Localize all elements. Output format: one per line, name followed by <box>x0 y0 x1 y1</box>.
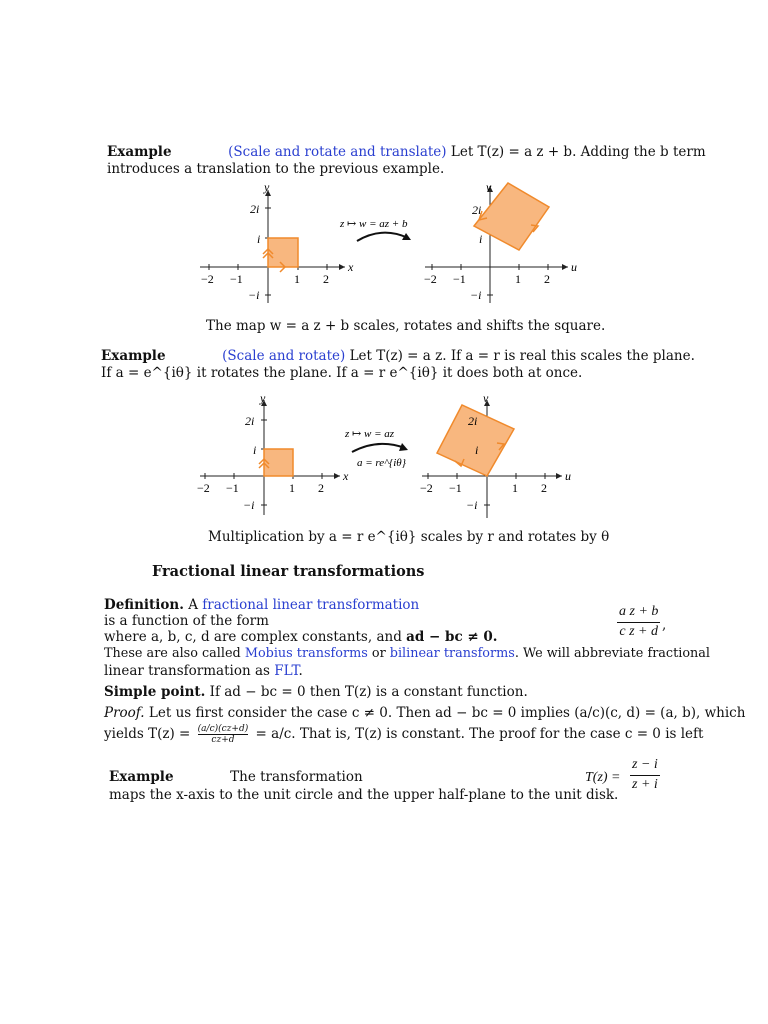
axis-label-x: x <box>348 260 354 274</box>
definition-line2: is a function of the form <box>104 613 269 629</box>
also-post: . We will abbreviate fractional <box>514 646 711 661</box>
right-plot-w <box>424 180 577 303</box>
tick-2-2: 2 <box>318 481 324 495</box>
mobius-lhs: T(z) = <box>585 770 621 785</box>
map-arrow-2 <box>344 428 408 469</box>
example3-text: The transformation <box>230 769 363 785</box>
tick-minus-2-w: −2 <box>424 272 437 286</box>
axis-label-y2: y <box>260 391 266 405</box>
tick-2-w2: 2 <box>541 481 547 495</box>
map-label: z ↦ w = az + b <box>340 218 408 230</box>
axis-label-v2: v <box>483 391 489 405</box>
axis-label-x2: x <box>343 469 349 483</box>
figure2-caption: Multiplication by a = r e^{iθ} scales by r and rotates by θ <box>208 529 610 545</box>
also-called-line1 <box>104 646 710 662</box>
figure-scale-rotate <box>0 390 768 525</box>
definition-constants: where a, b, c, d are complex constants, and <box>104 629 402 645</box>
tick-2i-w2: 2i <box>468 414 478 428</box>
flt-denominator: c z + d <box>619 624 658 639</box>
also-line2-pre: linear transformation as <box>104 663 270 679</box>
mobius-denominator: z + i <box>632 777 658 792</box>
flt-comma: , <box>662 617 667 633</box>
mobius-numerator: z − i <box>632 757 658 772</box>
map-label-2: z ↦ w = az <box>345 428 395 440</box>
definition-label: Definition. <box>104 597 184 613</box>
proof-line1 <box>104 705 745 721</box>
flt-numerator: a z + b <box>619 604 659 619</box>
tick-i-w: i <box>479 232 483 246</box>
example1-line2: introduces a translation to the previous example. <box>107 161 445 177</box>
tick-i: i <box>257 232 261 246</box>
axis-label-u2: u <box>565 469 571 483</box>
example3-heading <box>109 769 363 785</box>
tick-minus-i-2: −i <box>243 498 255 512</box>
tick-minus-2: −2 <box>201 272 214 286</box>
example1-text: Let T(z) = a z + b. Adding the b term <box>450 144 706 160</box>
flt-link[interactable]: fractional linear transformation <box>202 597 420 613</box>
tick-2: 2 <box>323 272 329 286</box>
tick-2i-2: 2i <box>245 414 255 428</box>
example2-line2: If a = e^{iθ} it rotates the plane. If a = r e^{iθ} it does both at once. <box>101 365 583 381</box>
example1-label: Example <box>107 144 172 160</box>
example2-text: Let T(z) = a z. If a = r is real this scales the plane. <box>349 348 695 364</box>
proof-line2 <box>104 724 703 745</box>
tick-i-w2: i <box>475 443 479 457</box>
tick-minus-1: −1 <box>230 272 243 286</box>
mobius-link[interactable]: Mobius transforms <box>244 646 368 661</box>
definition-intro: A <box>188 597 198 613</box>
tick-1-w: 1 <box>515 272 521 286</box>
tick-minus-1-w2: −1 <box>449 481 462 495</box>
tick-2-w: 2 <box>544 272 550 286</box>
axis-label-y: y <box>264 180 270 194</box>
tick-1-2: 1 <box>289 481 295 495</box>
mobius-fraction-bar <box>630 775 660 776</box>
example3-label: Example <box>109 769 174 785</box>
proof-frac-num: (a/c)(cz+d) <box>197 724 249 734</box>
proof-fraction <box>198 724 249 745</box>
proof-text: Let us first consider the case c ≠ 0. Then ad − bc = 0 implies (a/c)(c, d) = (a, b), which <box>148 705 746 721</box>
tick-minus-1-w: −1 <box>453 272 466 286</box>
definition-line1 <box>104 597 419 613</box>
bilinear-link[interactable]: bilinear transforms <box>389 646 515 661</box>
figure1-caption: The map w = a z + b scales, rotates and shifts the square. <box>206 318 606 334</box>
also-pre: These are also called <box>104 646 241 661</box>
tick-1: 1 <box>294 272 300 286</box>
tick-minus-1-2: −1 <box>226 481 239 495</box>
proof-yields: yields T(z) = <box>104 726 191 742</box>
definition-condition: ad − bc ≠ 0. <box>406 629 498 645</box>
also-called-line2 <box>104 663 303 679</box>
simple-point <box>104 684 528 700</box>
tick-2i-w: 2i <box>472 203 482 217</box>
example1-title-link[interactable]: (Scale and rotate and translate) <box>228 144 447 160</box>
tick-2i: 2i <box>250 202 260 216</box>
map-sub-label: a = re^{iθ} <box>357 457 407 469</box>
simple-point-label: Simple point. <box>104 684 206 700</box>
flt-formula <box>617 604 660 640</box>
tick-i-2: i <box>253 443 257 457</box>
proof-frac-den: cz+d <box>198 734 249 745</box>
example2-label: Example <box>101 348 166 364</box>
figure-scale-rotate-translate <box>0 178 768 318</box>
axis-label-u: u <box>571 260 577 274</box>
tick-minus-2-2: −2 <box>197 481 210 495</box>
left-plot-z <box>200 180 354 303</box>
proof-label: Proof. <box>104 705 145 721</box>
also-mid: or <box>371 646 386 661</box>
example2-heading <box>101 348 695 364</box>
also-line2-post: . <box>298 663 303 679</box>
mobius-formula <box>630 757 660 793</box>
tick-1-w2: 1 <box>512 481 518 495</box>
axis-label-v: v <box>486 180 492 194</box>
definition-line3 <box>104 629 498 645</box>
example2-title-link[interactable]: (Scale and rotate) <box>222 348 346 364</box>
tick-minus-i-w: −i <box>470 288 482 302</box>
right-plot-w2 <box>420 391 571 518</box>
section-title: Fractional linear transformations <box>152 563 425 580</box>
flt-fraction-bar <box>617 622 660 623</box>
proof-rest: = a/c. That is, T(z) is constant. The proof for the case c = 0 is left <box>255 726 704 742</box>
example1-heading <box>107 144 706 160</box>
simple-point-text: If ad − bc = 0 then T(z) is a constant function. <box>209 684 528 700</box>
left-plot-z2 <box>197 391 349 515</box>
example3-line2: maps the x-axis to the unit circle and the upper half-plane to the unit disk. <box>109 787 619 803</box>
tick-minus-2-w2: −2 <box>420 481 433 495</box>
map-arrow <box>339 218 411 241</box>
tick-minus-i: −i <box>248 288 260 302</box>
tick-minus-i-w2: −i <box>466 498 478 512</box>
flt-abbrev-link[interactable]: FLT <box>274 663 299 679</box>
